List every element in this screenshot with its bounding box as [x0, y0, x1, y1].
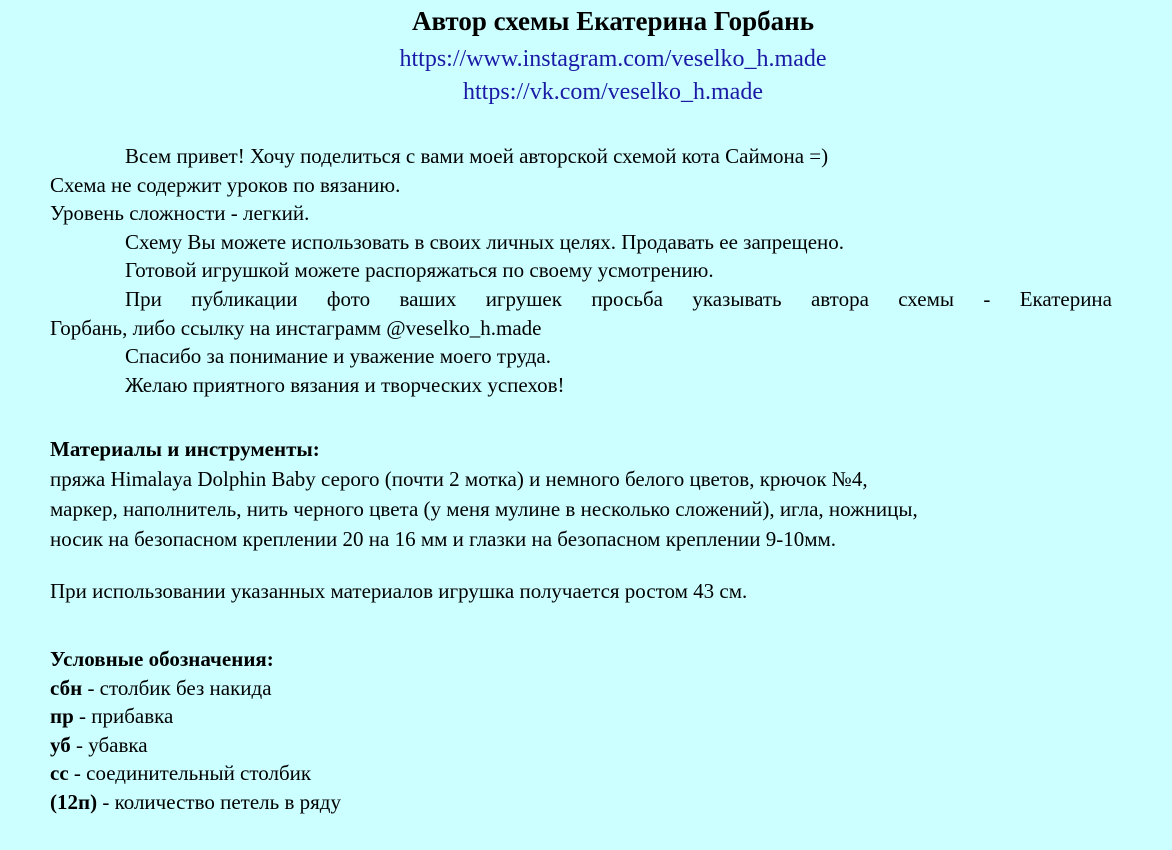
intro-difficulty: Уровень сложности - легкий. [50, 201, 310, 226]
legend-item: уб - убавка [50, 732, 148, 757]
intro-thanks: Спасибо за понимание и уважение моего труда. [125, 344, 551, 369]
materials-section [50, 434, 1112, 554]
legend-item: пр - прибавка [50, 704, 174, 729]
page-title: Автор схемы Екатерина Горбань [412, 6, 814, 36]
intro-personal-use: Схему Вы можете использовать в своих личных целях. Продавать ее запрещено. [125, 229, 845, 254]
vk-link[interactable]: https://vk.com/veselko_h.made [463, 79, 763, 105]
height-note: При использовании указанных материалов игрушка получается ростом 43 см. [50, 579, 748, 603]
legend-section [50, 645, 1112, 817]
intro-no-lessons: Схема не содержит уроков по вязанию. [50, 172, 401, 197]
materials-line2: маркер, наполнитель, нить черного цвета (у меня мулине в несколько сложений), игла, ножницы, [50, 497, 918, 521]
intro-greeting: Всем привет! Хочу поделиться с вами моей авторской схемой кота Саймона =) [125, 144, 829, 168]
intro-wishes: Желаю приятного вязания и творческих успехов! [125, 372, 565, 397]
instagram-link[interactable]: https://www.instagram.com/veselko_h.made [399, 46, 827, 72]
legend-heading: Условные обозначения: [50, 647, 274, 671]
legend-item: (12п) - количество петель в ряду [50, 789, 341, 814]
materials-line1: пряжа Himalaya Dolphin Baby серого (почти 2 мотка) и немного белого цветов, крючок №4, [50, 467, 868, 491]
legend-item: сбн - столбик без накида [50, 675, 272, 700]
intro-section [50, 142, 1112, 399]
intro-publication-line1: При публикации фото ваших игрушек просьба указывать автора схемы - Екатерина [125, 286, 1112, 311]
materials-line3: носик на безопасном креплении 20 на 16 мм и глазки на безопасном креплении 9-10мм. [50, 527, 837, 551]
intro-toy-disposal: Готовой игрушкой можете распоряжаться по своему усмотрению. [125, 258, 714, 283]
intro-publication-line2: Горбань, либо ссылку на инстаграмм @veselko_h.made [50, 315, 542, 340]
legend-item: сс - соединительный столбик [50, 761, 312, 786]
materials-heading: Материалы и инструменты: [50, 437, 320, 461]
